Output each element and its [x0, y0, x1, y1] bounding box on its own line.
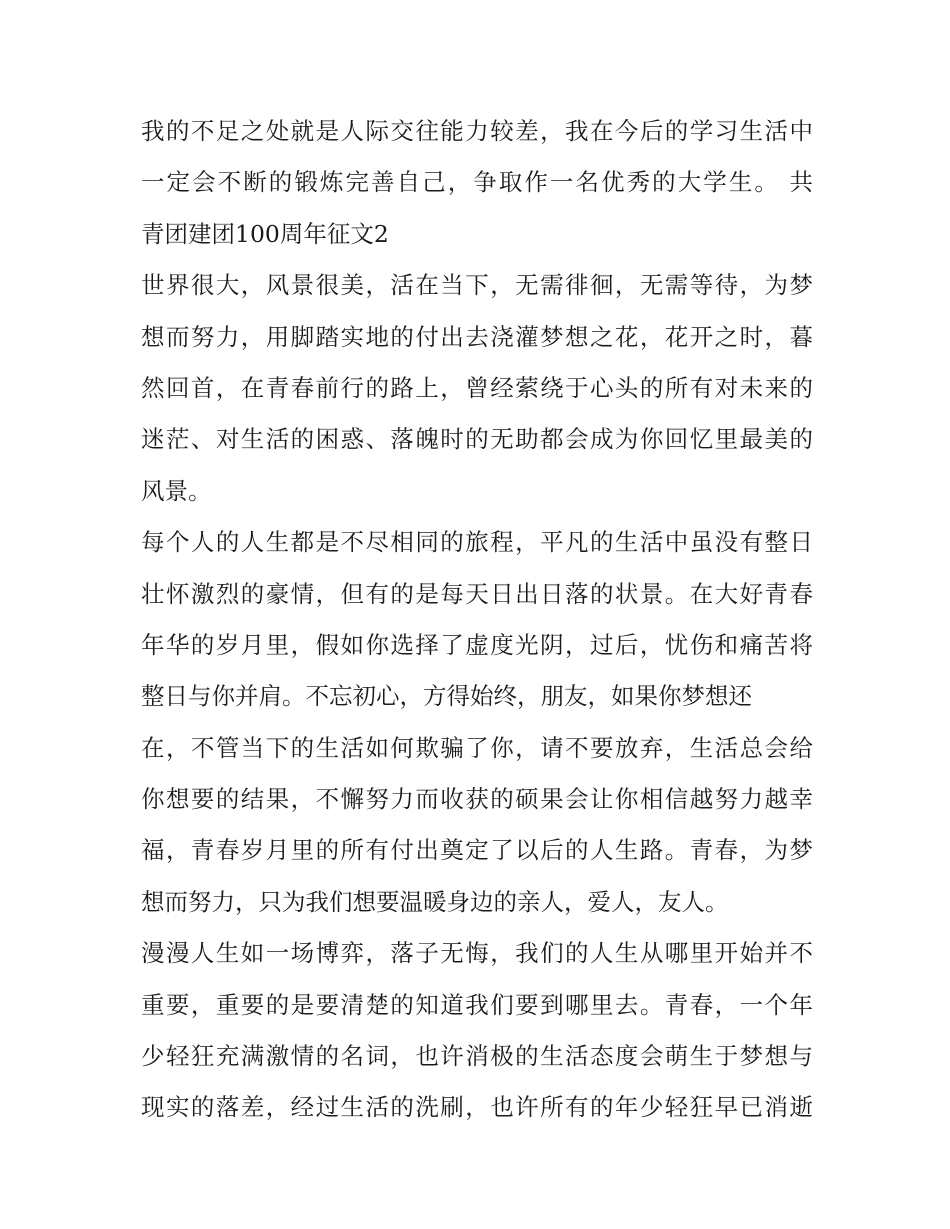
text-line: 一定会不断的锻炼完善自己，争取作一名优秀的大学生。 共 — [141, 168, 813, 197]
text-line: 年华的岁月里，假如你选择了虚度光阴，过后，忧伤和痛苦将 — [141, 630, 813, 659]
text-line: 想而努力，只为我们想要温暖身边的亲人，爱人，友人。 — [141, 887, 729, 916]
text-line: 你想要的结果，不懈努力而收获的硕果会让你相信越努力越幸 — [141, 785, 813, 814]
text-line: 重要，重要的是要清楚的知道我们要到哪里去。青春，一个年 — [141, 990, 813, 1019]
text-line: 风景。 — [141, 476, 212, 505]
text-line: 青团建团100周年征文2 — [141, 219, 389, 248]
text-line: 现实的落差，经过生活的洗刷，也许所有的年少轻狂早已消逝 — [141, 1093, 813, 1122]
text-line: 在，不管当下的生活如何欺骗了你，请不要放弃，生活总会给 — [141, 733, 813, 762]
text-line: 漫漫人生如一场博弈，落子无悔，我们的人生从哪里开始并不 — [141, 939, 813, 968]
text-line: 然回首，在青春前行的路上，曾经萦绕于心头的所有对未来的 — [141, 373, 813, 402]
document-body-text — [141, 106, 813, 1134]
text-line: 壮怀激烈的豪情，但有的是每天日出日落的状景。在大好青春 — [141, 579, 813, 608]
text-line: 迷茫、对生活的困惑、落魄时的无助都会成为你回忆里最美的 — [141, 425, 813, 454]
text-line: 少轻狂充满激情的名词，也许消极的生活态度会萌生于梦想与 — [141, 1042, 813, 1071]
text-line: 福，青春岁月里的所有付出奠定了以后的人生路。青春，为梦 — [141, 836, 813, 865]
text-line: 世界很大，风景很美，活在当下，无需徘徊，无需等待，为梦 — [141, 271, 813, 300]
text-line: 我的不足之处就是人际交往能力较差，我在今后的学习生活中 — [141, 117, 813, 145]
text-line: 每个人的人生都是不尽相同的旅程，平凡的生活中虽没有整日 — [141, 528, 813, 557]
text-line: 想而努力，用脚踏实地的付出去浇灌梦想之花，花开之时，暮 — [141, 322, 813, 351]
text-line: 整日与你并肩。不忘初心，方得始终，朋友，如果你梦想还 — [141, 682, 752, 711]
